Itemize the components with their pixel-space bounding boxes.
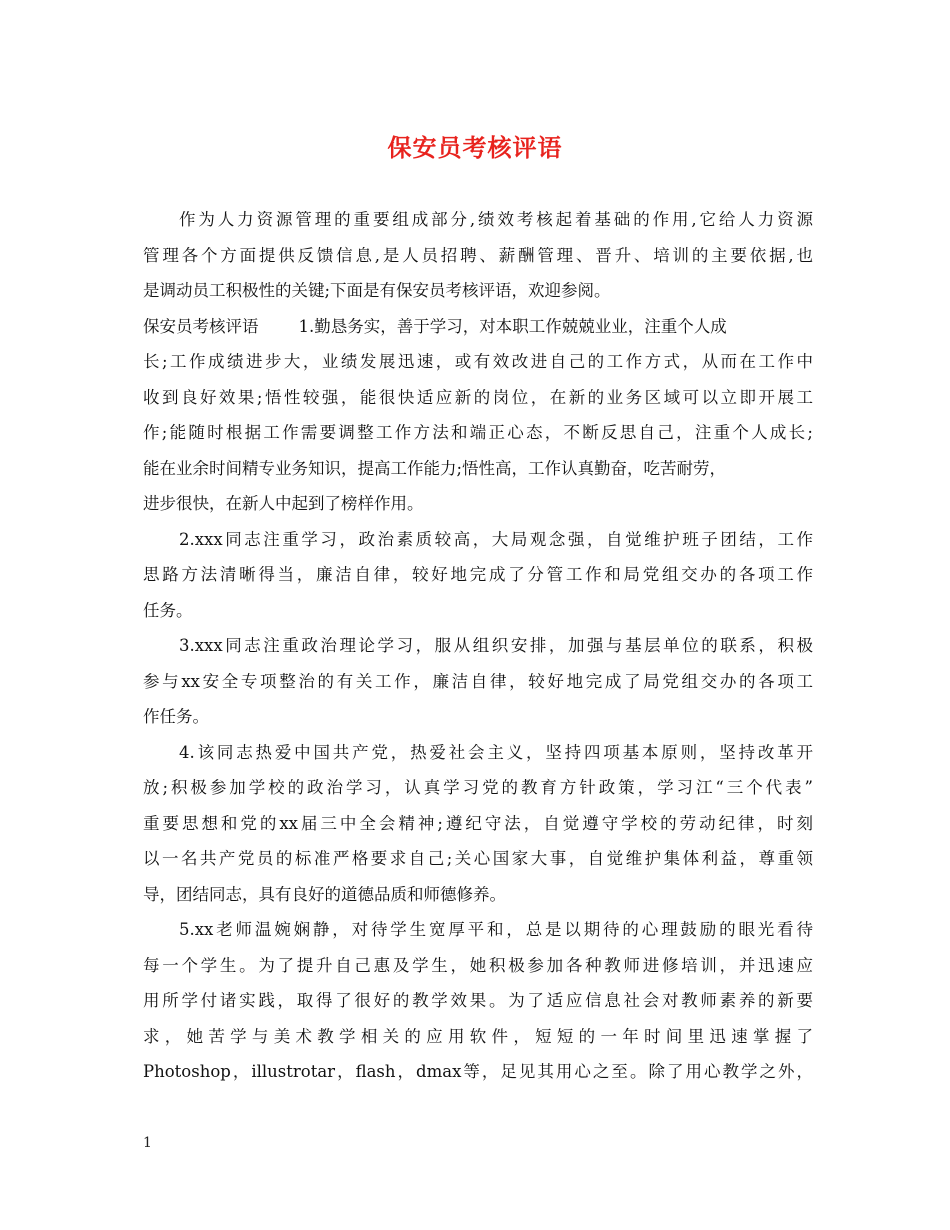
item-2-paragraph [143, 522, 813, 629]
intro-paragraph [143, 202, 813, 309]
text-line: 每一个学生。为了提升自己惠及学生，她积极参加各种教师进修培训，并迅速应 [143, 955, 813, 975]
text-line: 是调动员工积极性的关键;下面是有保安员考核评语，欢迎参阅。 [143, 281, 611, 300]
text-line: 2.xxx同志注重学习，政治素质较高，大局观念强，自觉维护班子团结，工作 [179, 529, 813, 549]
text-line: 5.xx老师温婉娴静，对待学生宽厚平和，总是以期待的心理鼓励的眼光看待 [179, 920, 813, 939]
item-5-paragraph [143, 912, 813, 1090]
document-body [143, 202, 813, 1090]
text-line: 进步很快，在新人中起到了榜样作用。 [143, 494, 424, 513]
text-line: 用所学付诸实践，取得了很好的教学效果。为了适应信息社会对教师素养的新要 [143, 991, 813, 1010]
text-line: Photoshop，illustrotar，flash，dmax等，足见其用心之至。除了用心教学之外， [143, 1062, 813, 1081]
text-line: 长;工作成绩进步大，业绩发展迅速，或有效改进自己的工作方式，从而在工作中 [143, 352, 813, 371]
text-line: 作;能随时根据工作需要调整工作方法和端正心态，不断反思自己，注重个人成长; [143, 423, 813, 442]
section-label: 保安员考核评语 [143, 316, 259, 336]
text-line: 思路方法清晰得当，廉洁自律，较好地完成了分管工作和局党组交办的各项工作 [143, 565, 813, 584]
text-line: 重要思想和党的xx届三中全会精神;遵纪守法，自觉遵守学校的劳动纪律，时刻 [143, 813, 813, 833]
page-number: 1 [143, 1135, 152, 1151]
text-line: 3.xxx同志注重政治理论学习，服从组织安排，加强与基层单位的联系，积极 [179, 636, 813, 655]
text-line: 放;积极参加学校的政治学习，认真学习党的教育方针政策，学习江“三个代表” [143, 778, 813, 797]
text-line: 4.该同志热爱中国共产党，热爱社会主义，坚持四项基本原则，坚持改革开 [179, 742, 813, 762]
item-4-paragraph [143, 735, 813, 913]
text-line: 收到良好效果;悟性较强，能很快适应新的岗位，在新的业务区域可以立即开展工 [143, 387, 813, 407]
item-3-paragraph [143, 628, 813, 735]
document-title: 保安员考核评语 [387, 133, 563, 162]
text-line: 以一名共产党员的标准严格要求自己;关心国家大事，自觉维护集体利益，尊重领 [143, 849, 813, 868]
item-1-first-line: 1.勤恳务实，善于学习，对本职工作兢兢业业，注重个人成 [298, 316, 727, 336]
text-line: 任务。 [143, 600, 193, 620]
text-line: 参与xx安全专项整治的有关工作，廉洁自律，较好地完成了局党组交办的各项工 [143, 671, 813, 691]
text-line: 管理各个方面提供反馈信息,是人员招聘、薪酬管理、晋升、培训的主要依据,也 [143, 245, 813, 265]
item-1-paragraph [143, 309, 813, 522]
text-line [143, 309, 813, 345]
text-line: 导，团结同志，具有良好的道德品质和师德修养。 [143, 884, 506, 904]
text-line: 作任务。 [143, 707, 209, 726]
text-line: 能在业余时间精专业务知识，提高工作能力;悟性高，工作认真勤奋，吃苦耐劳， [143, 458, 727, 478]
text-line: 作为人力资源管理的重要组成部分,绩效考核起着基础的作用,它给人力资源 [179, 210, 813, 229]
text-line: 求，她苦学与美术教学相关的应用软件，短短的一年时间里迅速掌握了 [143, 1026, 813, 1046]
